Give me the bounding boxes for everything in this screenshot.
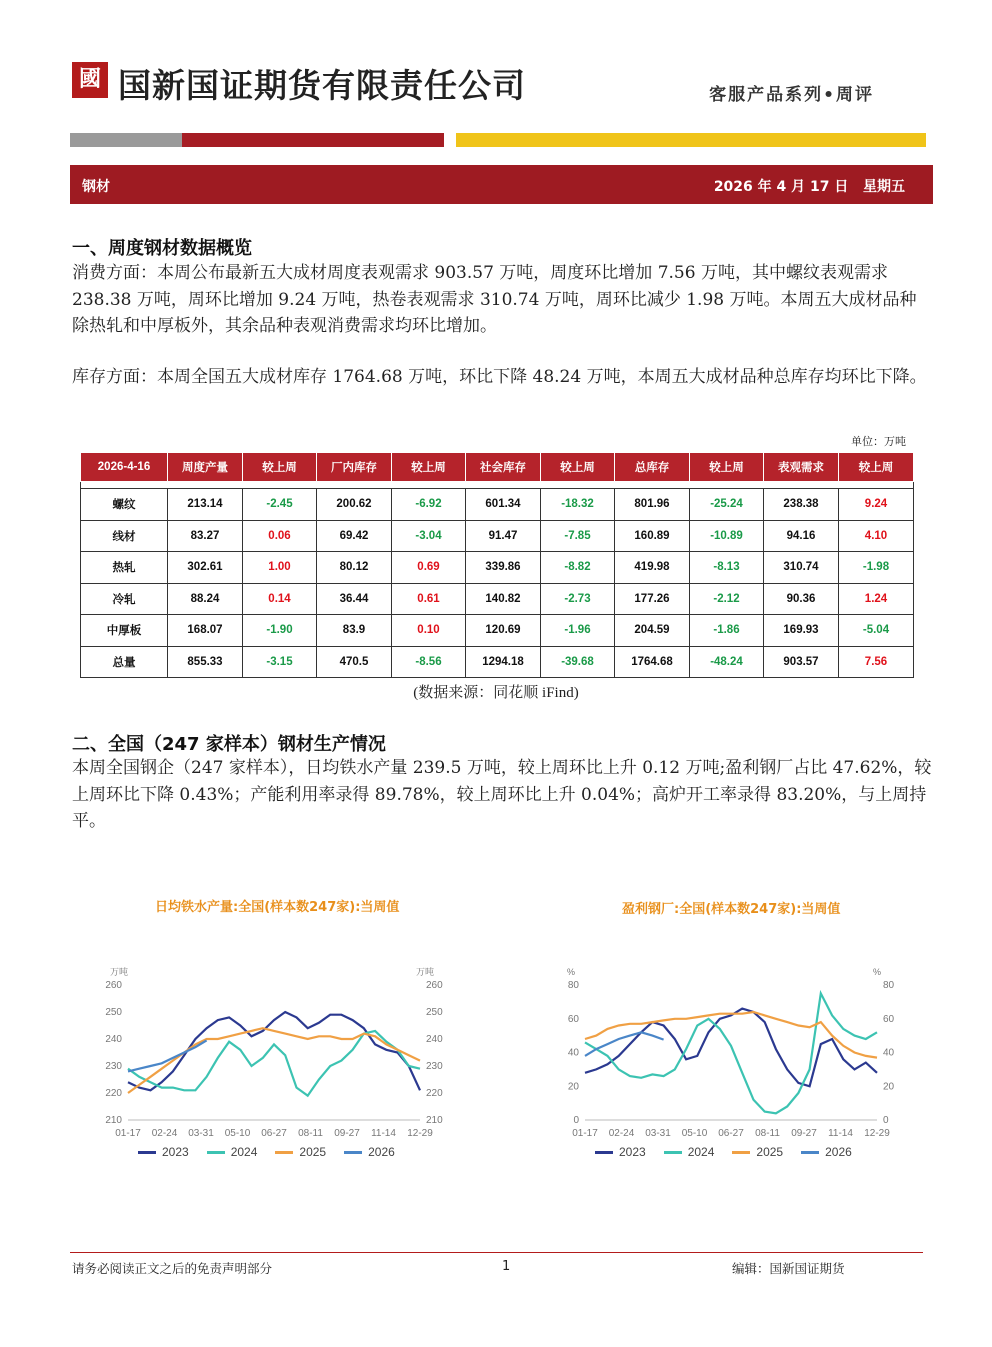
x-tick-label: 11-14: [371, 1128, 396, 1139]
table-cell: -10.89: [690, 520, 764, 552]
table-cell: -25.24: [690, 489, 764, 521]
table-cell: 1.00: [243, 552, 317, 584]
table-cell: 1294.18: [466, 646, 541, 678]
x-tick-label: 01-17: [115, 1128, 141, 1139]
table-cell: 36.44: [317, 583, 392, 615]
table-cell: 94.16: [764, 520, 839, 552]
table-cell: -2.45: [243, 489, 317, 521]
table-cell: 160.89: [615, 520, 690, 552]
series-line-2025: [128, 1028, 420, 1093]
table-cell: 0.69: [392, 552, 466, 584]
x-tick-label: 09-27: [334, 1128, 360, 1139]
table-header-cell: 周度产量: [168, 453, 243, 482]
table-cell: 90.36: [764, 583, 839, 615]
table-cell: 339.86: [466, 552, 541, 584]
y-tick-left: 210: [105, 1115, 122, 1126]
table-cell: 801.96: [615, 489, 690, 521]
y-tick-right: 60: [883, 1013, 895, 1025]
footer-line: [70, 1252, 923, 1253]
table-cell: 238.38: [764, 489, 839, 521]
table-cell: -2.73: [541, 583, 615, 615]
section1-para-inventory: 库存方面：本周全国五大成材库存 1764.68 万吨，环比下降 48.24 万吨，本周五大成材品种总库存均环比下降。: [72, 367, 927, 387]
row-label: 螺纹: [81, 489, 168, 521]
x-tick-label: 09-27: [791, 1128, 817, 1139]
company-name: 国新国证期货有限责任公司: [118, 66, 526, 105]
legend-label: 2023: [619, 1145, 646, 1159]
legend-label: 2025: [299, 1145, 327, 1159]
decor-bar-left: [70, 133, 444, 147]
row-label: 总量: [81, 646, 168, 678]
steel-data-table: [80, 452, 914, 678]
table-cell: 7.56: [839, 646, 914, 678]
section2-title: 二、全国（247 家样本）钢材生产情况: [72, 734, 386, 755]
table-header-cell: 较上周: [690, 453, 764, 482]
table-cell: 4.10: [839, 520, 914, 552]
table-cell: 169.93: [764, 615, 839, 647]
table-cell: 0.61: [392, 583, 466, 615]
table-cell: 80.12: [317, 552, 392, 584]
table-cell: 140.82: [466, 583, 541, 615]
series-line-2023: [128, 1012, 420, 1090]
table-cell: -39.68: [541, 646, 615, 678]
legend-swatch: [275, 1151, 293, 1154]
y-tick-right: 0: [883, 1115, 889, 1126]
table-cell: -8.13: [690, 552, 764, 584]
table-cell: 419.98: [615, 552, 690, 584]
chart2-title: 盈利钢厂:全国(样本数247家):当周值: [622, 902, 841, 917]
disclaimer-note: 请务必阅读正文之后的免责声明部分: [72, 1261, 273, 1276]
y-unit-right: 万吨: [416, 967, 435, 977]
table-cell: 0.06: [243, 520, 317, 552]
y-tick-left: 80: [567, 980, 579, 991]
x-tick-label: 01-17: [572, 1128, 598, 1139]
data-source: (数据来源：同花顺 iFind): [413, 685, 579, 701]
legend-item: [207, 1145, 258, 1159]
legend-label: 2026: [368, 1145, 395, 1159]
table-cell: -1.98: [839, 552, 914, 584]
y-tick-right: 230: [426, 1061, 443, 1072]
table-cell: -3.15: [243, 646, 317, 678]
table-header-cell: 社会库存: [466, 453, 541, 482]
y-tick-right: 210: [426, 1115, 443, 1126]
table-body: [81, 482, 914, 678]
table-unit: 单位：万吨: [851, 435, 906, 448]
legend-label: 2023: [162, 1145, 189, 1159]
legend-swatch: [801, 1151, 819, 1154]
legend-item: [275, 1145, 326, 1159]
table-cell: -3.04: [392, 520, 466, 552]
x-tick-label: 05-10: [224, 1128, 251, 1139]
x-tick-label: 08-11: [755, 1128, 780, 1139]
table-row: [81, 489, 914, 521]
legend-item: [732, 1145, 783, 1159]
y-tick-right: 260: [426, 980, 443, 991]
editor-note: 编辑：国新国证期货: [732, 1261, 845, 1276]
date-text: 2026 年 4 月 17 日: [713, 179, 849, 195]
y-tick-left: 240: [105, 1034, 122, 1045]
row-label: 热轧: [81, 552, 168, 584]
legend-swatch: [344, 1151, 362, 1154]
table-cell: 83.27: [168, 520, 243, 552]
table-cell: 1.24: [839, 583, 914, 615]
legend-swatch: [732, 1151, 750, 1154]
y-tick-right: 220: [426, 1088, 443, 1099]
table-cell: -8.56: [392, 646, 466, 678]
x-tick-label: 03-31: [645, 1128, 671, 1139]
y-tick-left: 220: [105, 1088, 122, 1099]
table-cell: 200.62: [317, 489, 392, 521]
table-cell: 168.07: [168, 615, 243, 647]
table-cell: -6.92: [392, 489, 466, 521]
table-cell: 855.33: [168, 646, 243, 678]
legend-item: [595, 1145, 646, 1159]
table-header-cell: 较上周: [243, 453, 317, 482]
table-row: [81, 520, 914, 552]
table-row: [81, 615, 914, 647]
category-label: 钢材: [82, 179, 110, 195]
y-tick-right: 80: [883, 980, 895, 991]
y-tick-left: 60: [567, 1013, 579, 1025]
table-cell: 310.74: [764, 552, 839, 584]
chart1-legend: [138, 1145, 395, 1159]
section1-title: 一、周度钢材数据概览: [72, 238, 252, 259]
chart1-title: 日均铁水产量:全国(样本数247家):当周值: [155, 900, 400, 915]
legend-swatch: [664, 1151, 682, 1154]
y-tick-right: 250: [426, 1007, 443, 1018]
report-series: 客服产品系列•周评: [709, 85, 874, 105]
decor-bar-right: [456, 133, 926, 147]
table-cell: 213.14: [168, 489, 243, 521]
legend-item: [664, 1145, 715, 1159]
legend-swatch: [595, 1151, 613, 1154]
iron-output-chart: [88, 960, 460, 1140]
x-tick-label: 12-29: [407, 1128, 433, 1139]
x-tick-label: 06-27: [718, 1128, 744, 1139]
y-tick-left: 230: [105, 1061, 122, 1072]
section1-para-consumption: 消费方面：本周公布最新五大成材周度表观需求 903.57 万吨，周度环比增加 7.56 万吨，其中螺纹表观需求 238.38 万吨，周环比增加 9.24 万吨，热卷表观需求 310.74 万吨，周环比减少 1.98 万吨。本周五大成材品种除热轧和中厚板外，其余品种表观消费需求均环比增加。: [72, 263, 917, 336]
x-tick-label: 02-24: [151, 1128, 178, 1139]
table-cell: 302.61: [168, 552, 243, 584]
x-tick-label: 05-10: [681, 1128, 708, 1139]
table-cell: 88.24: [168, 583, 243, 615]
row-label: 中厚板: [81, 615, 168, 647]
legend-item: [801, 1145, 852, 1159]
legend-label: 2025: [756, 1145, 784, 1159]
y-tick-right: 40: [883, 1047, 895, 1059]
table-cell: 470.5: [317, 646, 392, 678]
table-cell: 601.34: [466, 489, 541, 521]
legend-swatch: [138, 1151, 156, 1154]
table-cell: 0.10: [392, 615, 466, 647]
y-tick-left: 250: [105, 1007, 122, 1018]
table-cell: 120.69: [466, 615, 541, 647]
row-label: 线材: [81, 520, 168, 552]
table-cell: 83.9: [317, 615, 392, 647]
legend-item: [344, 1145, 395, 1159]
legend-swatch: [207, 1151, 225, 1154]
table-header-cell: 较上周: [392, 453, 466, 482]
y-tick-left: 0: [573, 1115, 579, 1126]
table-cell: 177.26: [615, 583, 690, 615]
table-cell: -18.32: [541, 489, 615, 521]
table-cell: 91.47: [466, 520, 541, 552]
category-band: [70, 165, 933, 204]
table-header-cell: 总库存: [615, 453, 690, 482]
table-header-cell: 表观需求: [764, 453, 839, 482]
table-header-cell: 2026-4-16: [81, 453, 168, 482]
table-cell: -5.04: [839, 615, 914, 647]
y-unit-left: %: [567, 967, 576, 977]
legend-label: 2024: [687, 1145, 715, 1159]
x-tick-label: 11-14: [828, 1128, 853, 1139]
table-cell: -1.90: [243, 615, 317, 647]
x-tick-label: 12-29: [864, 1128, 890, 1139]
legend-label: 2024: [230, 1145, 258, 1159]
page-number: 1: [502, 1259, 511, 1274]
table-cell: -1.96: [541, 615, 615, 647]
row-label: 冷轧: [81, 583, 168, 615]
legend-label: 2026: [825, 1145, 852, 1159]
table-header-cell: 厂内库存: [317, 453, 392, 482]
y-unit-right: %: [873, 967, 882, 977]
table-cell: 0.14: [243, 583, 317, 615]
x-tick-label: 08-11: [298, 1128, 323, 1139]
section2-para: 本周全国钢企（247 家样本），日均铁水产量 239.5 万吨，较上周环比上升 0.12 万吨;盈利钢厂占比 47.62%，较上周环比下降 0.43%；产能利用率录得 89.78%，较上周环比上升 0.04%；高炉开工率录得 83.20%，与上周持平。: [72, 758, 932, 831]
table-cell: 1764.68: [615, 646, 690, 678]
y-tick-right: 240: [426, 1034, 443, 1045]
weekday-text: 星期五: [863, 179, 905, 195]
table-header-cell: 较上周: [541, 453, 615, 482]
table-cell: -7.85: [541, 520, 615, 552]
company-logo: 國: [72, 62, 108, 98]
y-tick-left: 20: [567, 1081, 579, 1093]
series-line-2024: [128, 1031, 420, 1096]
y-unit-left: 万吨: [110, 967, 129, 977]
x-tick-label: 02-24: [608, 1128, 635, 1139]
table-header-cell: 较上周: [839, 453, 914, 482]
legend-item: [138, 1145, 189, 1159]
report-date: [714, 176, 905, 196]
table-cell: 903.57: [764, 646, 839, 678]
y-tick-right: 20: [883, 1081, 895, 1093]
table-row: [81, 646, 914, 678]
profitable-mills-chart: [545, 960, 917, 1140]
x-tick-label: 03-31: [188, 1128, 214, 1139]
y-tick-left: 260: [105, 980, 122, 991]
table-row: [81, 552, 914, 584]
table-header-row: [81, 453, 914, 482]
table-cell: 9.24: [839, 489, 914, 521]
series-line-2024: [585, 993, 877, 1113]
table-cell: -2.12: [690, 583, 764, 615]
x-tick-label: 06-27: [261, 1128, 287, 1139]
table-cell: -8.82: [541, 552, 615, 584]
table-cell: -1.86: [690, 615, 764, 647]
table-cell: -48.24: [690, 646, 764, 678]
table-row: [81, 583, 914, 615]
y-tick-left: 40: [567, 1047, 579, 1059]
table-cell: 69.42: [317, 520, 392, 552]
table-cell: 204.59: [615, 615, 690, 647]
chart2-legend: [595, 1145, 852, 1159]
